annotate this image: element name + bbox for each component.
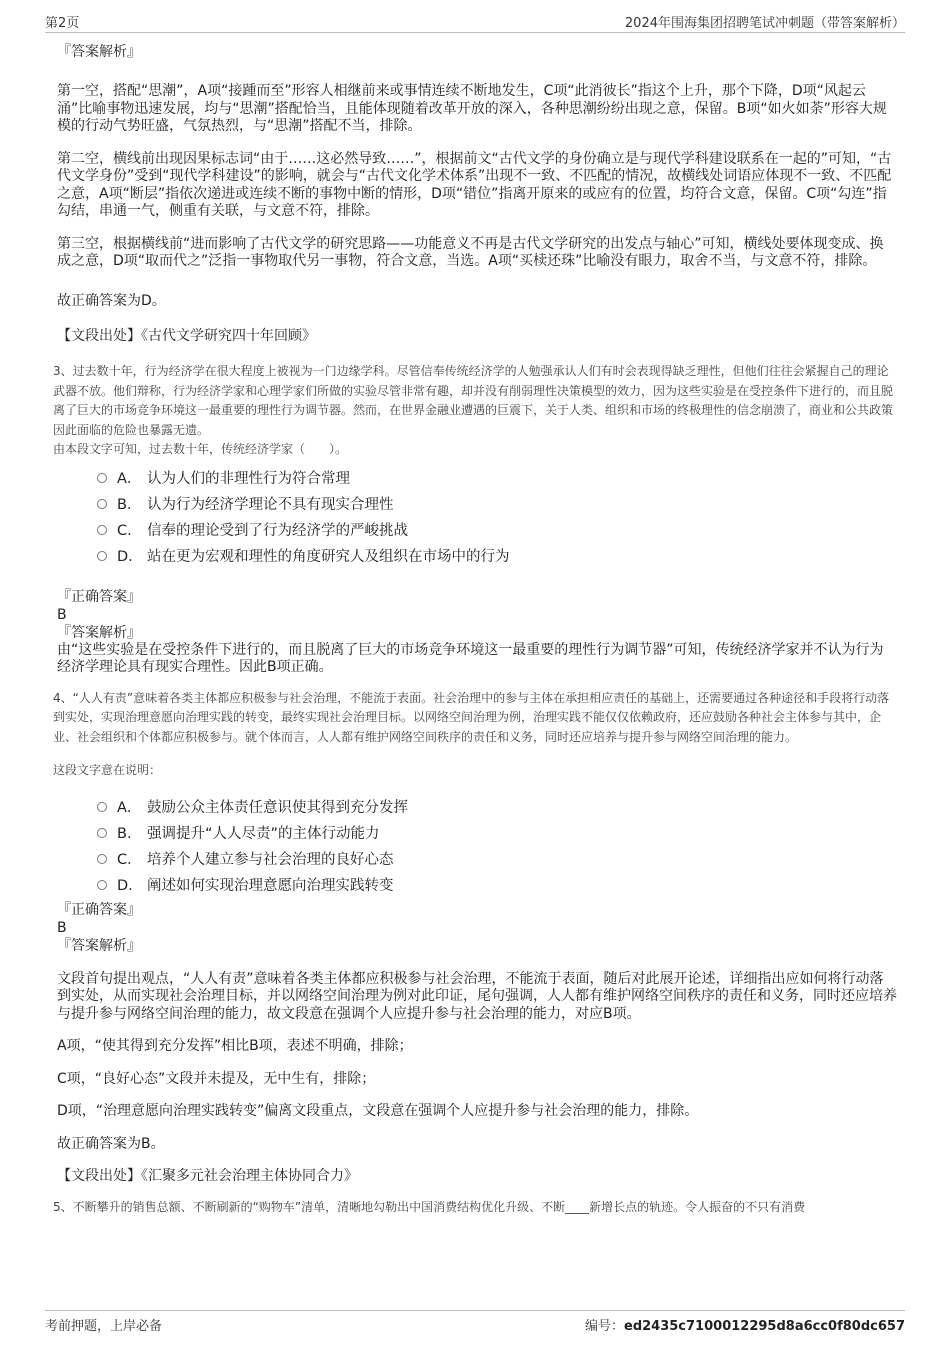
document-body (53, 36, 897, 1218)
analysis-paragraph: 文段首句提出观点，“人人有责”意味着各类主体都应积极参与社会治理，不能流于表面，随后对此展开论述，详细指出应如何将行动落到实处，从而实现社会治理目标，并以网络空间治理为例对此印证，尾句强调，人人都有维护网络空间秩序的责任和义务，同时还应培养与提升参与网络空间治理的能力，故文段意在强调个人应提升参与社会治理的能力，对应B项。 (57, 970, 897, 1022)
question-5 (53, 1198, 897, 1218)
source-citation: 【文段出处】《古代文学研究四十年回顾》 (57, 328, 316, 344)
analysis-paragraph: 第一空，搭配“思潮”，A项“接踵而至”形容人相继前来或事情连续不断地发生，C项“此消彼长”指这个上升，那个下降，D项“风起云涌”比喻事物迅速发展，均与“思潮”搭配恰当，且能体现随着改革开放的深入，各种思潮纷纷出现之意，保留。B项“如火如荼”形容大规模的行动气势旺盛，气氛热烈，与“思潮”搭配不当，排除。 (57, 83, 887, 134)
option-c-note: C项，“良好心态”文段并未提及，无中生有，排除； (57, 1070, 376, 1087)
option-list (57, 466, 897, 570)
analysis-label: 『答案解析』 (57, 624, 141, 641)
correct-answer: B (57, 606, 67, 623)
radio-icon[interactable] (97, 802, 107, 812)
radio-icon[interactable] (97, 499, 107, 509)
document-id-value: ed2435c7100012295d8a6cc0f80dc657 (624, 1319, 905, 1334)
option-d[interactable]: D． 站在更为宏观和理性的角度研究人及组织在市场中的行为 (97, 544, 897, 570)
option-a-note: A项，“使其得到充分发挥”相比B项，表述不明确，排除； (57, 1038, 413, 1054)
question-text: 3、过去数十年，行为经济学在很大程度上被视为一门边缘学科。尽管信奉传统经济学的人勉强承认人们有时会表现得缺乏理性，但他们往往会紧握自己的理论武器不放。他们辩称，行为经济学家和心理学家们所做的实验尽管非常有趣，却并没有削弱理性决策模型的效力，因为这些实验是在受控条件下进行的，而且脱离了巨大的市场竞争环境这一最重要的理性行为调节器。然而，在世界金融业遭遇的巨震下，关于人类、组织和市场的终极理性的信念崩溃了，商业和公共政策因此面临的危险也暴露无遗。 (53, 364, 894, 437)
option-a[interactable]: A． 鼓励公众主体责任意识使其得到充分发挥 (97, 795, 897, 821)
document-id-label: 编号： (584, 1319, 624, 1334)
option-c[interactable]: C． 培养个人建立参与社会治理的良好心态 (97, 847, 897, 873)
page-header (45, 8, 905, 33)
radio-icon[interactable] (97, 473, 107, 483)
question-text: 4、“人人有责”意味着各类主体都应积极参与社会治理，不能流于表面。社会治理中的参与主体在承担相应责任的基础上，还需要通过各种途径和手段将行动落到实处，实现治理意愿向治理实践的转变，最终实现社会治理目标。以网络空间治理为例，治理实践不能仅仅依赖政府，还应鼓励各种社会主体参与其中，企业、社会组织和个体都应积极参与。就个体而言，人人都有维护网络空间秩序的责任和义务，同时还应培养与提升参与网络空间治理的能力。 (53, 690, 890, 744)
question-prompt: 由本段文字可知，过去数十年，传统经济学家（ ）。 (53, 442, 348, 456)
correct-answer-label: 『正确答案』 (57, 588, 141, 605)
option-list (57, 795, 897, 899)
conclusion: 故正确答案为B。 (57, 1135, 165, 1152)
question-4 (53, 689, 897, 1186)
q2-analysis (57, 43, 897, 345)
radio-icon[interactable] (97, 828, 107, 838)
question-text: 5、不断攀升的销售总额、不断刷新的“购物车”清单，清晰地勾勒出中国消费结构优化升级、不断____新增长点的轨迹。令人振奋的不只有消费 (53, 1200, 806, 1214)
radio-icon[interactable] (97, 854, 107, 864)
radio-icon[interactable] (97, 525, 107, 535)
option-d[interactable]: D． 阐述如何实现治理意愿向治理实践转变 (97, 873, 897, 899)
analysis-paragraph: 第三空，根据横线前“进而影响了古代文学的研究思路——功能意义不再是古代文学研究的出发点与轴心”可知，横线处要体现变成、换成之意，D项“取而代之”泛指一事物取代另一事物，符合文意，当选。A项“买椟还珠”比喻没有眼力，取舍不当，与文意不符，排除。 (57, 235, 884, 269)
analysis-paragraph: 由“这些实验是在受控条件下进行的，而且脱离了巨大的市场竞争环境这一最重要的理性行为调节器”可知，传统经济学家并不认为行为经济学理论具有现实合理性。因此B项正确。 (57, 641, 884, 675)
page-footer (45, 1310, 905, 1337)
question-3 (53, 362, 897, 677)
document-title: 2024年围海集团招聘笔试冲刺题（带答案解析） (624, 16, 905, 31)
page-number: 第2页 (45, 16, 80, 31)
correct-answer-label: 『正确答案』 (57, 901, 141, 918)
document-id (585, 1315, 905, 1334)
radio-icon[interactable] (97, 880, 107, 890)
option-a[interactable]: A． 认为人们的非理性行为符合常理 (97, 466, 897, 492)
conclusion: 故正确答案为D。 (57, 292, 166, 309)
option-b[interactable]: B． 认为行为经济学理论不具有现实合理性 (97, 492, 897, 518)
analysis-label: 『答案解析』 (57, 44, 141, 60)
correct-answer: B (57, 919, 67, 936)
radio-icon[interactable] (97, 551, 107, 561)
question-prompt: 这段文字意在说明： (53, 763, 162, 777)
analysis-label: 『答案解析』 (57, 937, 141, 954)
footer-slogan: 考前押题，上岸必备 (45, 1319, 163, 1334)
analysis-paragraph: 第二空，横线前出现因果标志词“由于……这必然导致……”，根据前文“古代文学的身份确立是与现代学科建设联系在一起的”可知，“古代文学身份”受到“现代学科建设”的影响，就会与“古代文化学术体系”出现不一致、不匹配的情况，故横线处词语应体现不一致、不匹配之意，A项“断层”指依次递进或连续不断的事物中断的情形，D项“错位”指离开原来的或应有的位置，均符合文意，保留。C项“勾连”指勾结，串通一气，侧重有关联，与文意不符，排除。 (57, 150, 892, 219)
option-d-note: D项，“治理意愿向治理实践转变”偏离文段重点，文段意在强调个人应提升参与社会治理的能力，排除。 (57, 1103, 699, 1119)
option-b[interactable]: B． 强调提升“人人尽责”的主体行动能力 (97, 821, 897, 847)
source-citation: 【文段出处】《汇聚多元社会治理主体协同合力》 (57, 1168, 358, 1184)
option-c[interactable]: C． 信奉的理论受到了行为经济学的严峻挑战 (97, 518, 897, 544)
